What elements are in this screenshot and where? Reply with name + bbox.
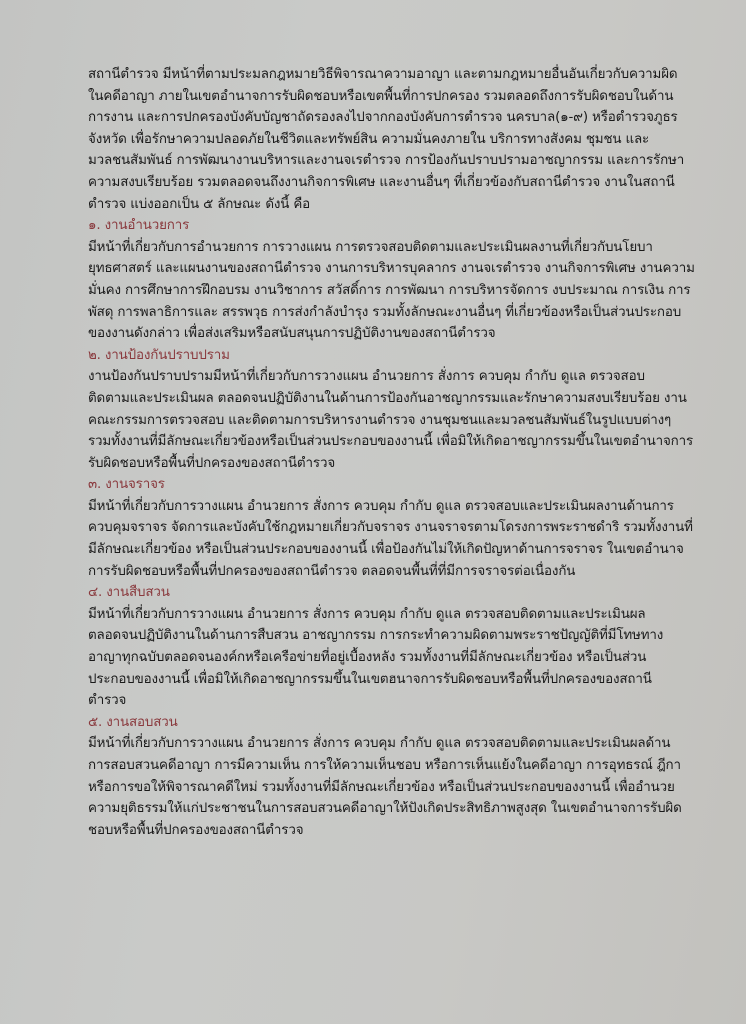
intro-paragraph	[88, 64, 685, 215]
body-line: รับผิดชอบหรือพื้นที่ปกครองของสถานีตำรวจ	[88, 455, 336, 471]
section-inquiry	[88, 712, 682, 842]
body-line: มีหน้าที่เกี่ยวกับการวางแผน อำนวยการ สั่งการ ควบคุม กำกับ ดูแล ตรวจสอบและประเมินผลงานด้านการ	[88, 498, 674, 514]
section-heading: ๑. งานอำนวยการ	[88, 218, 190, 234]
body-line: การรับผิดชอบหรือพื้นที่ปกครองของสถานีตำรวจ ตลอดจนพื้นที่ที่มีการจราจรต่อเนื่องกัน	[88, 563, 576, 579]
body-line: มีหน้าที่เกี่ยวกับการวางแผน อำนวยการ สั่งการ ควบคุม กำกับ ดูแล ตรวจสอบติดตามและประเมินผลด้าน	[88, 736, 671, 752]
body-line: หรือการขอให้พิจารณาคดีใหม่ รวมทั้งงานที่มีลักษณะเกี่ยวข้อง หรือเป็นส่วนประกอบของงานนี้ เพื่ออำนวย	[88, 779, 675, 795]
section-crime-prevention	[88, 345, 694, 475]
intro-line: จังหวัด เพื่อรักษาความปลอดภัยในชีวิตและทรัพย์สิน ความมั่นคงภายใน บริการทางสังคม ชุมชน และ	[88, 131, 650, 147]
section-body	[88, 366, 694, 474]
section-body	[88, 496, 693, 582]
body-line: งานป้องกันปราบปรามมีหน้าที่เกี่ยวกับการวางแผน อำนวยการ สั่งการ ควบคุม กำกับ ดูแล ตรวจสอบ	[88, 369, 645, 385]
section-body	[88, 237, 695, 345]
body-line: มั่นคง การศึกษาการฝึกอบรม งานวิชาการ สวัสดิ์การ การพัฒนา การบริหารจัดการ งบประมาณ การเงิน การ	[88, 282, 691, 298]
body-line: ชอบหรือพื้นที่ปกครองของสถานีตำรวจ	[88, 822, 304, 838]
intro-line: ในคดีอาญา ภายในเขตอำนาจการรับผิดชอบหรือเขตพื้นที่การปกครอง รวมตลอดถึงการรับผิดชอบในด้าน	[88, 88, 674, 104]
body-line: การสอบสวนคดีอาญา การมีความเห็น การให้ความเห็นชอบ หรือการเห็นแย้งในคดีอาญา การอุทธรณ์ ฎีกา	[88, 758, 681, 773]
section-heading: ๒. งานป้องกันปราบปราม	[88, 347, 230, 363]
body-line: คณะกรรมการตรวจสอบ และติดตามการบริหารงานตำรวจ งานชุมชนและมวลชนสัมพันธ์ในรูปแบบต่างๆ	[88, 412, 672, 428]
body-line: ความยุติธรรมให้แก่ประชาชนในการสอบสวนคดีอาญาให้ปังเกิดประสิทธิภาพสูงสุด ในเขตอำนาจการรับผิด	[88, 801, 682, 817]
body-line: ควบคุมจราจร จัดการและบังคับใช้กฎหมายเกี่ยวกับจราจร งานจราจรตามโดรงการพระราชดำริ รวมทั้งงานที่	[88, 520, 693, 536]
body-line: ของงานดังกล่าว เพื่อส่งเสริมหรือสนับสนุนการปฏิบัติงานของสถานีตำรวจ	[88, 326, 496, 342]
body-line: พัสดุ การพลาธิการและ สรรพวุธ การส่งกำลังบำรุง รวมทั้งลักษณะงานอื่นๆ ที่เกี่ยวข้องหรือเป็นส่วนประกอบ	[88, 304, 682, 320]
section-heading: ๕. งานสอบสวน	[88, 714, 178, 730]
section-heading: ๓. งานจราจร	[88, 477, 165, 493]
body-line: ประกอบของงานนี้ เพื่อมิให้เกิดอาชญากรรมขึ้นในเขตฮนาจการรับผิดชอบหรือพื้นที่ปกครองของสถานี	[88, 671, 652, 687]
intro-line: การงาน และการปกครองบังคับบัญชาถัดรองลงไปจากกองบังคับการตำรวจ นครบาล(๑-๙) หรือตำรวจภูธร	[88, 110, 678, 126]
body-line: รวมทั้งงานที่มีลักษณะเกี่ยวข้องหรือเป็นส่วนประกอบของงานนี้ เพื่อมิให้เกิดอาชญากรรมขึ้นในเขตอำนาจการ	[88, 434, 694, 450]
section-body	[88, 604, 678, 712]
section-heading: ๔. งานสืบสวน	[88, 585, 170, 601]
body-line: ตำรวจ	[88, 693, 127, 709]
body-line: ยุทธศาสตร์ และแผนงานของสถานีตำรวจ งานการบริหารบุคลากร งานจเรตำรวจ งานกิจการพิเศษ งานความ	[88, 261, 695, 277]
section-administration	[88, 215, 695, 345]
body-line: มีหน้าที่เกี่ยวกับการวางแผน อำนวยการ สั่งการ ควบคุม กำกับ ดูแล ตรวจสอบติดตามและประเมินผล	[88, 606, 646, 622]
body-line: มีหน้าที่เกี่ยวกับการอำนวยการ การวางแผน การตรวจสอบติดตามและประเมินผลงานที่เกี่ยวกับนโยบา	[88, 239, 653, 255]
body-line: อาญาทุกฉบับตลอดจนองค์กหรือเครือข่ายที่อยู่เบื้องหลัง รวมทั้งงานที่มีลักษณะเกี่ยวข้อง หรือเป็นส่วน	[88, 650, 647, 666]
intro-line: สถานีตำรวจ มีหน้าที่ตามประมลกฎหมายวิธีพิจารณาความอาญา และตามกฎหมายอื่นอันเกี่ยวกับความผิด	[88, 67, 678, 82]
section-investigation	[88, 582, 678, 712]
section-body	[88, 733, 682, 841]
intro-line: ความสงบเรียบร้อย รวมตลอดจนถึงงานกิจการพิเศษ และงานอื่นๆ ที่เกี่ยวข้องกับสถานีตำรวจ งานในสถานี	[88, 174, 675, 190]
intro-line: ตำรวจ แบ่งออกเป็น ๕ ลักษณะ ดังนี้ คือ	[88, 196, 311, 212]
body-line: มีลักษณะเกี่ยวข้อง หรือเป็นส่วนประกอบของงานนี้ เพื่อป้องกันไม่ให้เกิดปัญหาด้านการจราจร ในเขตอำนาจ	[88, 542, 684, 558]
body-line: ติดตามและประเมินผล ตลอดจนปฏิบัติงานในด้านการป้องกันอาชญากรรมและรักษาความสงบเรียบร้อย งาน	[88, 390, 687, 406]
document-page	[88, 64, 695, 841]
intro-line: มวลชนสัมพันธ์ การพัฒนางานบริหารและงานจเรตำรวจ การป้องกันปราบปรามอาชญากรรม และการรักษา	[88, 153, 685, 169]
section-traffic	[88, 474, 693, 582]
body-line: ตลอดจนปฏิบัติงานในด้านการสืบสวน อาชญากรรม การกระทำความผิดตามพระราชปัญญัติที่มีโทษทาง	[88, 628, 664, 644]
